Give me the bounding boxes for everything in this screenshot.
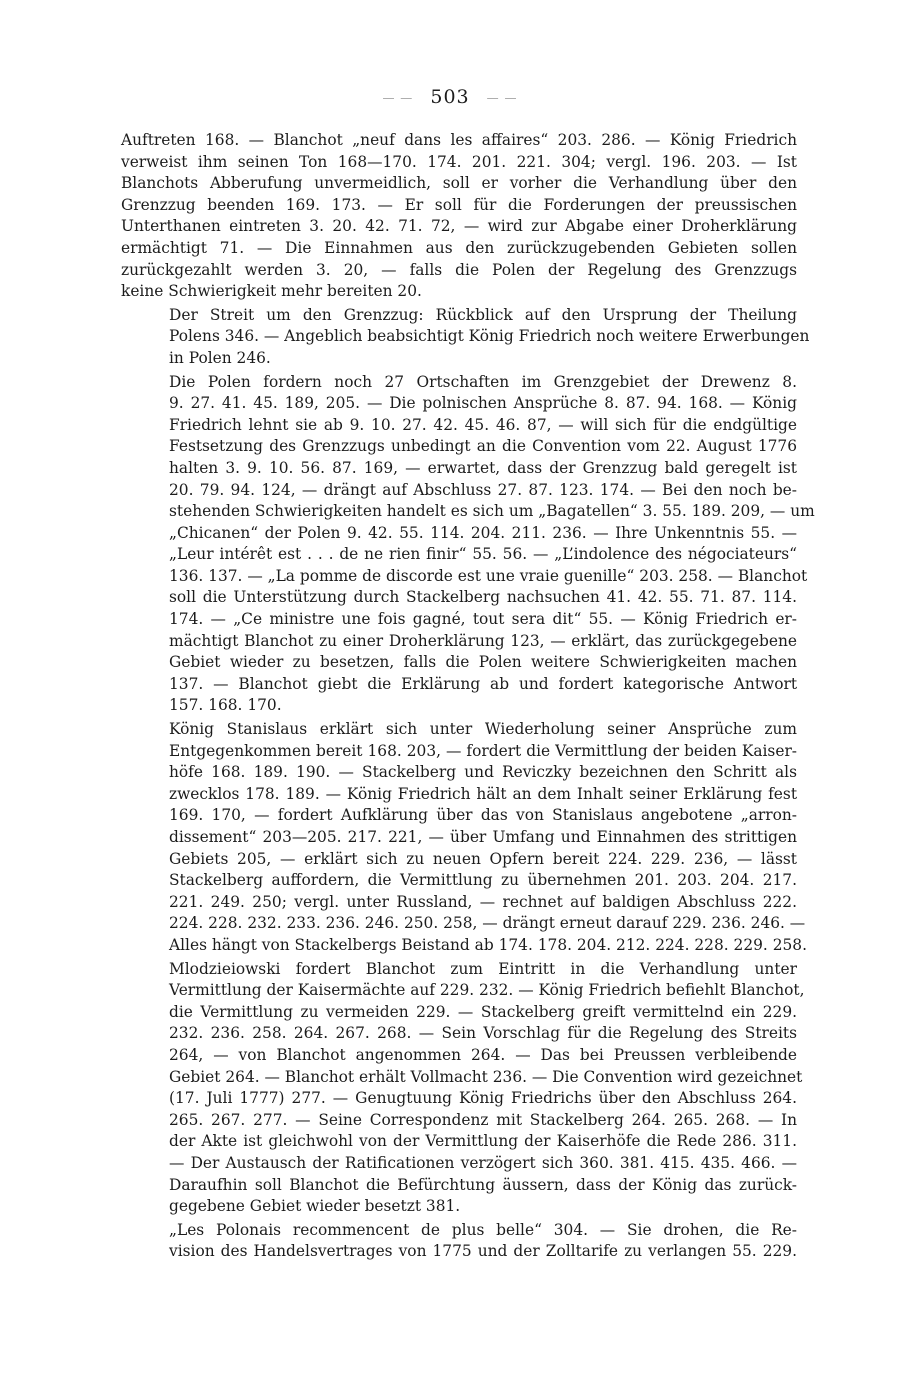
text-line: König Stanislaus erklärt sich unter Wiederholung seiner Ansprüche zum [169, 720, 797, 739]
text-line: 9. 27. 41. 45. 189, 205. — Die polnischen Ansprüche 8. 87. 94. 168. — König [169, 394, 797, 413]
paragraph-polish-claims [121, 372, 815, 718]
text-line: Blanchots Abberufung unvermeidlich, soll er vorher die Verhandlung über den [121, 174, 797, 193]
page-number: 503 [430, 86, 470, 108]
text-line: ermächtigt 71. — Die Einnahmen aus den zurückzugebenden Gebieten sollen [121, 238, 797, 257]
text-line: die Vermittlung zu vermeiden 229. — Stackelberg greift vermittelnd ein 229. [169, 1002, 797, 1021]
paragraph-blanchot-conduct [121, 130, 797, 303]
text-line: Auftreten 168. — Blanchot „neuf dans les affaires“ 203. 286. — König Friedrich [121, 131, 797, 149]
text-line: 264, — von Blanchot angenommen 264. — Das bei Preussen verbleibende [169, 1045, 797, 1064]
text-line: 157. 168. 170. [169, 696, 282, 715]
text-line: Polens 346. — Angeblich beabsichtigt König Friedrich noch weitere Erwerbungen [169, 327, 810, 346]
text-line: keine Schwierigkeit mehr bereiten 20. [121, 282, 422, 301]
text-line: Gebiet 264. — Blanchot erhält Vollmacht 236. — Die Convention wird gezeichnet [169, 1067, 803, 1086]
paragraph-les-polonais [121, 1220, 797, 1263]
text-line: zwecklos 178. 189. — König Friedrich hält an dem Inhalt seiner Erklärung fest [169, 784, 797, 803]
text-line: Unterthanen eintreten 3. 20. 42. 71. 72, — wird zur Abgabe einer Droherklärung [121, 217, 797, 236]
index-body [121, 130, 815, 1265]
text-line: 224. 228. 232. 233. 236. 246. 250. 258, — drängt erneut darauf 229. 236. 246. — [169, 914, 806, 933]
text-line: Gebiets 205, — erklärt sich zu neuen Opfern bereit 224. 229. 236, — lässt [169, 849, 797, 868]
text-line: Alles hängt von Stackelbergs Beistand ab 174. 178. 204. 212. 224. 228. 229. 258. [169, 935, 807, 954]
text-line: der Akte ist gleichwohl von der Vermittlung der Kaiserhöfe die Rede 286. 311. [169, 1132, 797, 1151]
text-line: stehenden Schwierigkeiten handelt es sich um „Bagatellen“ 3. 55. 189. 209, — um [169, 502, 815, 521]
text-line: „Leur intérêt est . . . de ne rien finir“ 55. 56. — „L’indolence des négociateurs“ [169, 545, 797, 564]
text-line: Mlodzieiowski fordert Blanchot zum Eintritt in die Verhandlung unter [169, 959, 797, 978]
text-line: Grenzzug beenden 169. 173. — Er soll für die Forderungen der preussischen [121, 195, 797, 214]
text-line: soll die Unterstützung durch Stackelberg nachsuchen 41. 42. 55. 71. 87. 114. [169, 588, 797, 607]
header-dash-right: — — [486, 91, 518, 105]
text-line: Daraufhin soll Blanchot die Befürchtung äussern, dass der König das zurück- [169, 1175, 797, 1194]
text-line: 20. 79. 94. 124, — drängt auf Abschluss 27. 87. 123. 174. — Bei den noch be- [169, 480, 797, 499]
text-line: 137. — Blanchot giebt die Erklärung ab und fordert kategorische Antwort [169, 674, 797, 693]
paragraph-koenig-stanislaus [121, 719, 807, 957]
text-line: Der Streit um den Grenzzug: Rückblick auf den Ursprung der Theilung [169, 305, 797, 324]
paragraph-streit-grenzzug [121, 305, 810, 370]
text-line: zurückgezahlt werden 3. 20, — falls die Polen der Regelung des Grenzzugs [121, 260, 797, 279]
text-line: in Polen 246. [169, 348, 271, 367]
text-line: höfe 168. 189. 190. — Stackelberg und Reviczky bezeichnen den Schritt als [169, 763, 797, 782]
text-line: 221. 249. 250; vergl. unter Russland, — rechnet auf baldigen Abschluss 222. [169, 892, 797, 911]
text-line: — Der Austausch der Ratificationen verzögert sich 360. 381. 415. 435. 466. — [169, 1153, 797, 1172]
text-line: Gebiet wieder zu besetzen, falls die Polen weitere Schwierigkeiten machen [169, 653, 797, 672]
text-line: Festsetzung des Grenzzugs unbedingt an die Convention vom 22. August 1776 [169, 437, 797, 456]
text-line: Entgegenkommen bereit 168. 203, — fordert die Vermittlung der beiden Kaiser- [169, 741, 797, 760]
text-line: „Les Polonais recommencent de plus belle“ 304. — Sie drohen, die Re- [169, 1220, 797, 1239]
paragraph-mlodzieiowski [121, 959, 805, 1218]
text-line: 169. 170, — fordert Aufklärung über das von Stanislaus angebotene „arron- [169, 806, 797, 825]
text-line: Stackelberg auffordern, die Vermittlung zu übernehmen 201. 203. 204. 217. [169, 871, 797, 890]
text-line: verweist ihm seinen Ton 168—170. 174. 201. 221. 304; vergl. 196. 203. — Ist [121, 152, 797, 171]
text-line: Die Polen fordern noch 27 Ortschaften im Grenzgebiet der Drewenz 8. [169, 372, 797, 391]
text-line: halten 3. 9. 10. 56. 87. 169, — erwartet, dass der Grenzzug bald geregelt ist [169, 458, 797, 477]
text-line: gegebene Gebiet wieder besetzt 381. [169, 1197, 461, 1216]
text-line: „Chicanen“ der Polen 9. 42. 55. 114. 204. 211. 236. — Ihre Unkenntnis 55. — [169, 523, 797, 542]
text-line: 174. — „Ce ministre une fois gagné, tout sera dit“ 55. — König Friedrich er- [169, 610, 797, 629]
text-line: (17. Juli 1777) 277. — Genugtuung König Friedrichs über den Abschluss 264. [169, 1089, 797, 1108]
text-line: mächtigt Blanchot zu einer Droherklärung 123, — erklärt, das zurückgegebene [169, 631, 797, 650]
text-line: Vermittlung der Kaisermächte auf 229. 232. — König Friedrich befiehlt Blanchot, [169, 981, 805, 1000]
text-line: vision des Handelsvertrages von 1775 und der Zolltarife zu verlangen 55. 229. [169, 1242, 797, 1261]
text-line: 265. 267. 277. — Seine Correspondenz mit Stackelberg 264. 265. 268. — In [169, 1110, 797, 1129]
text-line: Friedrich lehnt sie ab 9. 10. 27. 42. 45. 46. 87, — will sich für die endgültige [169, 415, 797, 434]
text-line: 136. 137. — „La pomme de discorde est une vraie guenille“ 203. 258. — Blanchot [169, 566, 808, 585]
page-header [0, 86, 900, 108]
text-line: 232. 236. 258. 264. 267. 268. — Sein Vorschlag für die Regelung des Streits [169, 1024, 797, 1043]
header-dash-left: — — [382, 91, 414, 105]
text-line: dissement“ 203—205. 217. 221, — über Umfang und Einnahmen des strittigen [169, 828, 797, 846]
